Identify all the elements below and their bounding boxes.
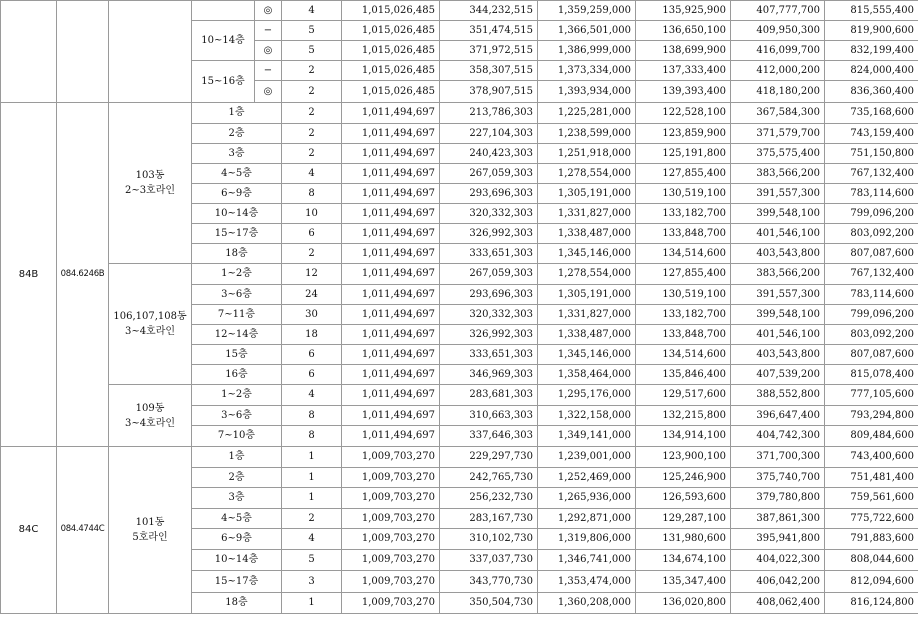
floor-cell: 15층 [192,345,282,365]
price-cell-3: 129,287,100 [636,509,731,529]
price-cell-3: 123,859,900 [636,124,731,144]
unit-count-cell: 6 [282,224,342,244]
price-cell-2: 1,353,474,000 [538,571,636,593]
price-cell-3: 127,855,400 [636,264,731,285]
unit-count-cell: 4 [282,385,342,406]
price-cell-3: 131,980,600 [636,529,731,550]
building-line-label: 3~4호라인 [124,326,176,337]
price-cell-3: 133,182,700 [636,204,731,224]
building-line-label: 103동 [135,170,165,181]
price-cell-3: 135,347,400 [636,571,731,593]
floor-cell: 1~2층 [192,264,282,285]
floor-cell: 1~2층 [192,385,282,406]
price-cell-1: 337,037,730 [440,550,538,571]
price-cell-2: 1,251,918,000 [538,144,636,164]
price-cell-0: 1,009,703,270 [342,529,440,550]
premium-symbol: ◎ [255,41,282,61]
price-cell-4: 407,539,200 [731,365,825,385]
price-cell-0: 1,011,494,697 [342,285,440,305]
price-cell-4: 404,742,300 [731,426,825,447]
price-cell-5: 767,132,400 [825,164,918,184]
price-cell-4: 375,575,400 [731,144,825,164]
price-cell-0: 1,009,703,270 [342,447,440,468]
price-cell-2: 1,359,259,000 [538,1,636,21]
building-line-label: 5호라인 [132,532,168,543]
unit-count-cell: 2 [282,124,342,144]
price-cell-3: 122,528,100 [636,103,731,124]
price-cell-1: 283,167,730 [440,509,538,529]
floor-cell: 4~5층 [192,164,282,184]
price-cell-2: 1,239,001,000 [538,447,636,468]
price-cell-3: 133,848,700 [636,224,731,244]
unit-count-cell: 1 [282,488,342,509]
price-cell-4: 388,552,800 [731,385,825,406]
floor-cell: 10~14층 [192,204,282,224]
price-cell-1: 320,332,303 [440,204,538,224]
price-cell-0: 1,015,026,485 [342,1,440,21]
price-cell-2: 1,278,554,000 [538,264,636,285]
price-cell-1: 267,059,303 [440,164,538,184]
price-cell-4: 401,546,100 [731,325,825,345]
price-cell-5: 815,078,400 [825,365,918,385]
price-cell-0: 1,009,703,270 [342,488,440,509]
unit-count-cell: 5 [282,550,342,571]
unit-count-cell: 4 [282,1,342,21]
price-cell-1: 283,681,303 [440,385,538,406]
price-cell-3: 126,593,600 [636,488,731,509]
price-cell-0: 1,011,494,697 [342,144,440,164]
floor-cell: 15~17층 [192,571,282,593]
price-cell-5: 791,883,600 [825,529,918,550]
floor-cell: 3층 [192,488,282,509]
price-cell-2: 1,346,741,000 [538,550,636,571]
floor-cell: 4~5층 [192,509,282,529]
price-cell-0: 1,015,026,485 [342,81,440,103]
price-cell-4: 396,647,400 [731,406,825,426]
building-line-label: 101동 [135,517,165,528]
unit-count-cell: 4 [282,529,342,550]
floor-cell: 1층 [192,103,282,124]
price-cell-2: 1,265,936,000 [538,488,636,509]
price-cell-2: 1,225,281,000 [538,103,636,124]
price-cell-2: 1,360,208,000 [538,593,636,614]
price-cell-5: 743,400,600 [825,447,918,468]
price-cell-5: 777,105,600 [825,385,918,406]
price-cell-3: 125,191,800 [636,144,731,164]
price-cell-0: 1,011,494,697 [342,204,440,224]
unit-count-cell: 1 [282,593,342,614]
unit-count-cell: 2 [282,244,342,264]
floor-cell: 6~9층 [192,184,282,204]
price-cell-3: 136,020,800 [636,593,731,614]
price-cell-0: 1,015,026,485 [342,21,440,41]
price-cell-0: 1,009,703,270 [342,571,440,593]
price-cell-2: 1,319,806,000 [538,529,636,550]
unit-count-cell: 6 [282,345,342,365]
price-cell-5: 751,481,400 [825,468,918,488]
price-cell-3: 138,699,900 [636,41,731,61]
price-cell-1: 293,696,303 [440,285,538,305]
floor-cell: 10~14층 [192,21,255,61]
price-cell-5: 775,722,600 [825,509,918,529]
table-row [1,385,918,406]
price-cell-0: 1,011,494,697 [342,325,440,345]
price-cell-3: 130,519,100 [636,285,731,305]
price-cell-5: 735,168,600 [825,103,918,124]
price-cell-4: 387,861,300 [731,509,825,529]
unit-count-cell: 24 [282,285,342,305]
price-cell-3: 133,182,700 [636,305,731,325]
price-cell-5: 759,561,600 [825,488,918,509]
price-cell-2: 1,252,469,000 [538,468,636,488]
price-cell-1: 350,504,730 [440,593,538,614]
price-cell-0: 1,015,026,485 [342,61,440,81]
unit-count-cell: 30 [282,305,342,325]
price-cell-5: 799,096,200 [825,204,918,224]
group-cell [109,1,192,103]
price-cell-5: 783,114,600 [825,285,918,305]
building-line-cell [109,103,192,264]
price-cell-0: 1,011,494,697 [342,244,440,264]
floor-cell: 16층 [192,365,282,385]
floor-cell: 15~16층 [192,61,255,103]
price-cell-0: 1,009,703,270 [342,593,440,614]
price-cell-1: 343,770,730 [440,571,538,593]
price-cell-1: 240,423,303 [440,144,538,164]
price-cell-3: 134,514,600 [636,244,731,264]
unit-count-cell: 2 [282,81,342,103]
price-cell-2: 1,292,871,000 [538,509,636,529]
price-cell-1: 293,696,303 [440,184,538,204]
price-cell-1: 310,663,303 [440,406,538,426]
table-row [1,447,918,468]
price-cell-0: 1,011,494,697 [342,305,440,325]
building-line-label: 106,107,108동 [113,311,187,322]
price-cell-1: 333,651,303 [440,345,538,365]
price-cell-1: 256,232,730 [440,488,538,509]
price-cell-3: 123,900,100 [636,447,731,468]
price-cell-3: 125,246,900 [636,468,731,488]
price-cell-3: 133,848,700 [636,325,731,345]
building-line-label: 3~4호라인 [124,417,176,429]
price-cell-5: 793,294,800 [825,406,918,426]
price-cell-5: 808,044,600 [825,550,918,571]
building-line-cell [109,385,192,447]
floor-cell: 3층 [192,144,282,164]
price-cell-5: 751,150,800 [825,144,918,164]
premium-symbol: − [255,21,282,41]
floor-cell: 1층 [192,447,282,468]
price-cell-2: 1,358,464,000 [538,365,636,385]
price-cell-1: 358,307,515 [440,61,538,81]
price-cell-3: 134,674,100 [636,550,731,571]
price-cell-1: 213,786,303 [440,103,538,124]
price-cell-5: 832,199,400 [825,41,918,61]
price-cell-4: 409,950,300 [731,21,825,41]
premium-symbol: ◎ [255,81,282,103]
price-cell-0: 1,011,494,697 [342,264,440,285]
price-cell-3: 134,514,600 [636,345,731,365]
price-cell-0: 1,011,494,697 [342,345,440,365]
floor-cell: 6~9층 [192,529,282,550]
floor-cell: 18층 [192,244,282,264]
unit-count-cell: 8 [282,426,342,447]
building-line-label: 2~3호라인 [124,185,176,196]
price-cell-1: 346,969,303 [440,365,538,385]
floor-cell: 10~14층 [192,550,282,571]
price-cell-1: 267,059,303 [440,264,538,285]
price-cell-1: 337,646,303 [440,426,538,447]
price-cell-2: 1,331,827,000 [538,305,636,325]
price-cell-3: 134,914,100 [636,426,731,447]
price-cell-2: 1,278,554,000 [538,164,636,184]
price-cell-1: 227,104,303 [440,124,538,144]
unit-count-cell: 12 [282,264,342,285]
price-cell-3: 132,215,800 [636,406,731,426]
price-cell-0: 1,015,026,485 [342,41,440,61]
price-cell-2: 1,331,827,000 [538,204,636,224]
price-cell-5: 809,484,600 [825,426,918,447]
price-cell-1: 333,651,303 [440,244,538,264]
floor-cell: 3~6층 [192,285,282,305]
floor-cell: 2층 [192,124,282,144]
area-cell: 084.4744C [57,447,109,614]
floor-cell: 7~11층 [192,305,282,325]
price-cell-3: 136,650,100 [636,21,731,41]
price-cell-3: 135,925,900 [636,1,731,21]
price-cell-2: 1,366,501,000 [538,21,636,41]
type-cell [1,1,57,103]
price-cell-2: 1,322,158,000 [538,406,636,426]
price-cell-0: 1,011,494,697 [342,164,440,184]
price-cell-4: 371,700,300 [731,447,825,468]
price-cell-4: 403,543,800 [731,345,825,365]
price-cell-3: 127,855,400 [636,164,731,184]
price-cell-0: 1,011,494,697 [342,406,440,426]
price-cell-3: 139,393,400 [636,81,731,103]
price-cell-4: 391,557,300 [731,184,825,204]
price-cell-3: 137,333,400 [636,61,731,81]
table-row [1,264,918,285]
price-cell-2: 1,338,487,000 [538,325,636,345]
price-cell-5: 803,092,200 [825,224,918,244]
area-cell [57,1,109,103]
price-cell-5: 812,094,600 [825,571,918,593]
price-cell-2: 1,386,999,000 [538,41,636,61]
price-cell-0: 1,011,494,697 [342,184,440,204]
price-cell-1: 229,297,730 [440,447,538,468]
price-cell-5: 819,900,600 [825,21,918,41]
price-cell-5: 824,000,400 [825,61,918,81]
table-row [1,103,918,124]
unit-count-cell: 3 [282,571,342,593]
price-cell-1: 351,474,515 [440,21,538,41]
unit-count-cell: 8 [282,184,342,204]
premium-symbol: ◎ [255,1,282,21]
unit-count-cell: 18 [282,325,342,345]
price-cell-1: 242,765,730 [440,468,538,488]
unit-count-cell: 2 [282,103,342,124]
floor-cell: 2층 [192,468,282,488]
price-cell-1: 326,992,303 [440,224,538,244]
unit-count-cell: 10 [282,204,342,224]
price-cell-5: 803,092,200 [825,325,918,345]
price-cell-4: 404,022,300 [731,550,825,571]
price-cell-0: 1,011,494,697 [342,385,440,406]
price-cell-4: 406,042,200 [731,571,825,593]
price-cell-0: 1,011,494,697 [342,103,440,124]
price-cell-5: 783,114,600 [825,184,918,204]
price-table-body [1,1,918,614]
price-cell-4: 407,777,700 [731,1,825,21]
price-cell-2: 1,345,146,000 [538,244,636,264]
floor-cell: 12~14층 [192,325,282,345]
building-line-cell [109,447,192,614]
price-cell-5: 799,096,200 [825,305,918,325]
price-cell-3: 135,846,400 [636,365,731,385]
building-line-label: 109동 [135,402,165,414]
price-cell-1: 344,232,515 [440,1,538,21]
price-cell-2: 1,393,934,000 [538,81,636,103]
price-cell-4: 391,557,300 [731,285,825,305]
price-cell-1: 326,992,303 [440,325,538,345]
unit-count-cell: 2 [282,144,342,164]
unit-type-cell: 84C [1,447,57,614]
price-cell-0: 1,009,703,270 [342,550,440,571]
price-cell-0: 1,009,703,270 [342,468,440,488]
price-cell-4: 399,548,100 [731,305,825,325]
price-cell-4: 412,000,200 [731,61,825,81]
unit-count-cell: 5 [282,21,342,41]
price-cell-5: 836,360,400 [825,81,918,103]
price-cell-2: 1,345,146,000 [538,345,636,365]
price-cell-5: 807,087,600 [825,345,918,365]
price-cell-0: 1,011,494,697 [342,124,440,144]
price-cell-4: 375,740,700 [731,468,825,488]
price-cell-4: 401,546,100 [731,224,825,244]
price-cell-4: 395,941,800 [731,529,825,550]
price-cell-4: 383,566,200 [731,264,825,285]
price-cell-0: 1,011,494,697 [342,426,440,447]
unit-count-cell: 5 [282,41,342,61]
price-cell-2: 1,338,487,000 [538,224,636,244]
floor-cell: 18층 [192,593,282,614]
price-cell-4: 367,584,300 [731,103,825,124]
price-cell-4: 383,566,200 [731,164,825,184]
unit-count-cell: 2 [282,61,342,81]
price-cell-5: 767,132,400 [825,264,918,285]
price-cell-4: 379,780,800 [731,488,825,509]
price-cell-4: 371,579,700 [731,124,825,144]
price-cell-5: 807,087,600 [825,244,918,264]
unit-count-cell: 8 [282,406,342,426]
price-cell-2: 1,349,141,000 [538,426,636,447]
price-cell-1: 371,972,515 [440,41,538,61]
unit-count-cell: 1 [282,468,342,488]
price-cell-1: 378,907,515 [440,81,538,103]
price-cell-1: 320,332,303 [440,305,538,325]
table-row [1,1,918,21]
price-cell-2: 1,295,176,000 [538,385,636,406]
price-cell-2: 1,305,191,000 [538,285,636,305]
unit-count-cell: 4 [282,164,342,184]
price-cell-5: 815,555,400 [825,1,918,21]
price-cell-4: 408,062,400 [731,593,825,614]
area-cell: 084.6246B [57,103,109,447]
price-cell-5: 816,124,800 [825,593,918,614]
price-cell-3: 130,519,100 [636,184,731,204]
price-cell-1: 310,102,730 [440,529,538,550]
unit-count-cell: 2 [282,509,342,529]
unit-count-cell: 1 [282,447,342,468]
floor-cell: 7~10층 [192,426,282,447]
price-cell-5: 743,159,400 [825,124,918,144]
price-cell-4: 403,543,800 [731,244,825,264]
floor-cell: 3~6층 [192,406,282,426]
price-cell-0: 1,009,703,270 [342,509,440,529]
price-cell-4: 416,099,700 [731,41,825,61]
price-cell-2: 1,305,191,000 [538,184,636,204]
floor-cell: 15~17층 [192,224,282,244]
floor-cell [192,1,255,21]
unit-count-cell: 6 [282,365,342,385]
unit-type-cell: 84B [1,103,57,447]
price-cell-2: 1,238,599,000 [538,124,636,144]
premium-symbol: − [255,61,282,81]
price-cell-4: 399,548,100 [731,204,825,224]
price-cell-2: 1,373,334,000 [538,61,636,81]
building-line-cell [109,264,192,385]
price-cell-0: 1,011,494,697 [342,365,440,385]
price-cell-0: 1,011,494,697 [342,224,440,244]
price-cell-4: 418,180,200 [731,81,825,103]
price-cell-3: 129,517,600 [636,385,731,406]
